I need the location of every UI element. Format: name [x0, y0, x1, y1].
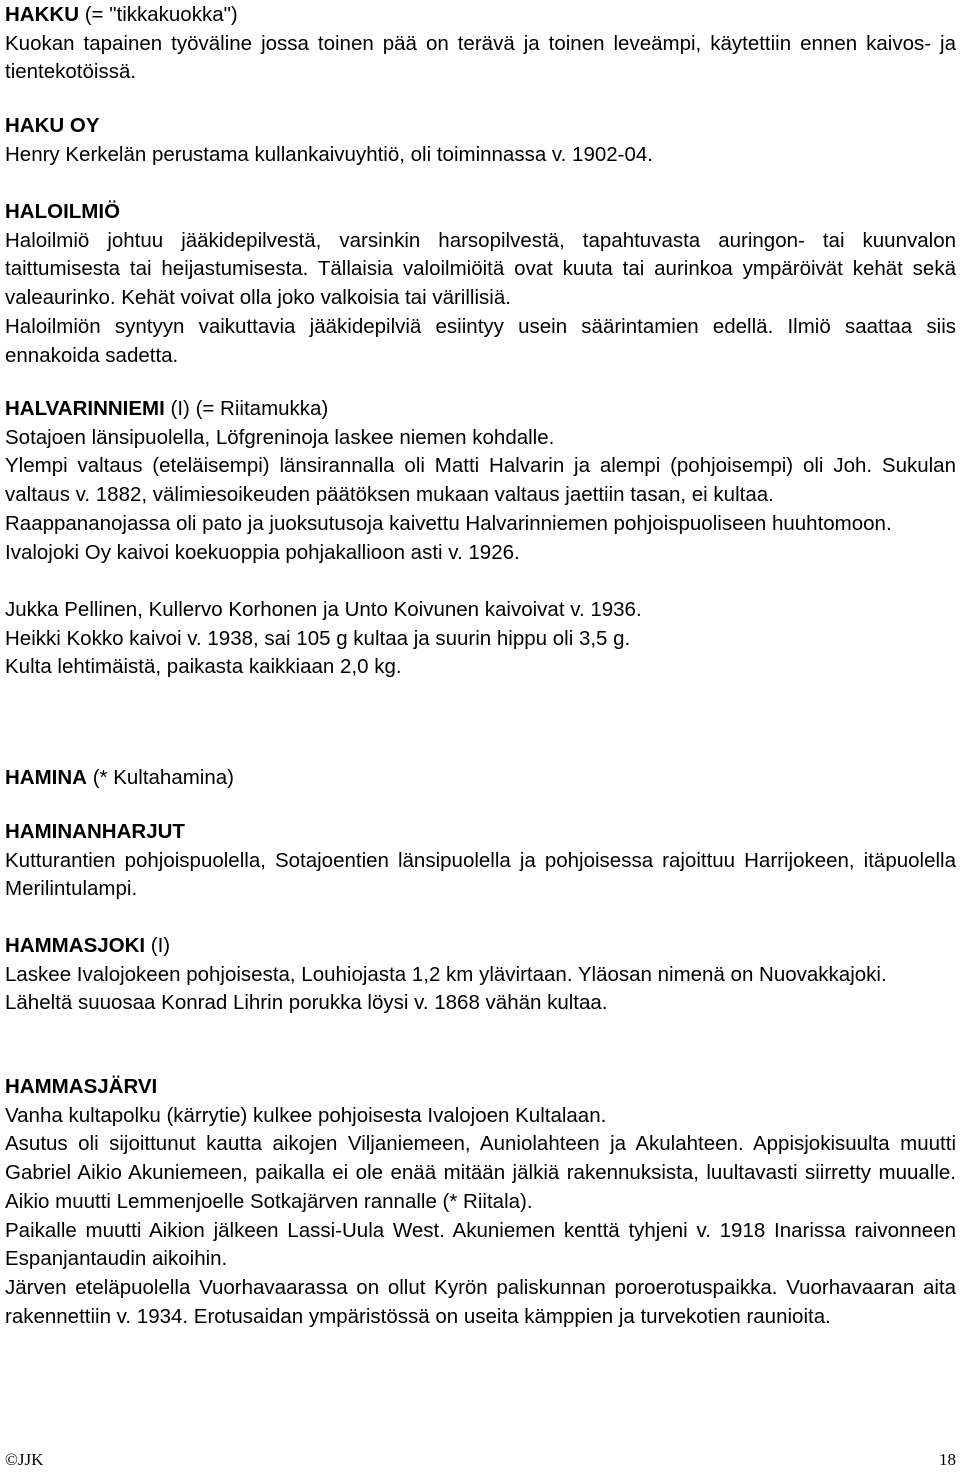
entry-hammasjarvi: [5, 1073, 956, 1331]
entry-title: HAKU OY: [5, 114, 100, 137]
entry-heading: [5, 1, 956, 30]
entry-title: HAMMASJOKI: [5, 934, 146, 957]
entry-paragraph: Kutturantien pohjoispuolella, Sotajoentien länsipuolella ja pohjoisessa rajoittuu Harrijokeen, itäpuolella Merilintulampi.: [5, 848, 956, 901]
paragraph-gap: [5, 567, 956, 596]
entry-haminanharjut: [5, 818, 956, 904]
entry-paragraph: Läheltä suuosaa Konrad Lihrin porukka löysi v. 1868 vähän kultaa.: [5, 991, 608, 1015]
entry-title: HALOILMIÖ: [5, 200, 121, 223]
copyright-text: ©JJK: [5, 1450, 44, 1469]
entry-paragraph: Laskee Ivalojokeen pohjoisesta, Louhiojasta 1,2 km ylävirtaan. Yläosan nimenä on Nuovakkajoki.: [5, 962, 887, 986]
entry-paragraph: Ivalojoki Oy kaivoi koekuoppia pohjakallioon asti v. 1926.: [5, 540, 520, 564]
entry-paragraph: Raappananojassa oli pato ja juoksutusoja kaivettu Halvarinniemen pohjoispuoliseen huuhtomoon.: [5, 511, 892, 535]
entry-title-suffix: (* Kultahamina): [87, 766, 234, 789]
page-number: 18: [939, 1450, 956, 1469]
entry-paragraph: Asutus oli sijoittunut kautta aikojen Viljaniemeen, Auniolahteen ja Akulahteen. Appisjokisuulta muutti Gabriel Aikio Akuniemeen, paikalla ei ole enää mitään jälkiä rakennuksista, luultavasti siirretty muualle. Aikio muutti Lemmenjoelle Sotkajärven rannalle (* Riitala).: [5, 1132, 956, 1213]
entry-heading: [5, 764, 956, 793]
entry-title: HAMINA: [5, 766, 87, 789]
entry-hammasjoki: [5, 932, 956, 1018]
entry-title: HALVARINNIEMI: [5, 397, 165, 420]
entry-title: HAMINANHARJUT: [5, 820, 185, 843]
entry-paragraph: Järven eteläpuolella Vuorhavaarassa on ollut Kyrön paliskunnan poroerotuspaikka. Vuorhavaaran aita rakennettiin v. 1934. Erotusaidan ympäristössä on useita kämppien ja turvekotien raunioita.: [5, 1275, 956, 1328]
entry-paragraph: Haloilmiön syntyyn vaikuttavia jääkidepilviä esiintyy usein säärintamien edellä. Ilmiö saattaa siis ennakoida sadetta.: [5, 314, 956, 367]
entry-paragraph: Ylempi valtaus (eteläisempi) länsirannalla oli Matti Halvarin ja alempi (pohjoisempi) oli Joh. Sukulan valtaus v. 1882, välimiesoikeuden päätöksen mukaan valtaus jaettiin tasan, ei kultaa.: [5, 454, 956, 507]
entry-heading: [5, 198, 956, 227]
entry-title: HAMMASJÄRVI: [5, 1075, 158, 1098]
entry-paragraph: Paikalle muutti Aikion jälkeen Lassi-Uula West. Akuniemen kenttä tyhjeni v. 1918 Inarissa raivonneen Espanjantaudin aikoihin.: [5, 1218, 956, 1271]
entry-paragraph: Sotajoen länsipuolella, Löfgreninoja laskee niemen kohdalle.: [5, 425, 555, 449]
entry-haku-oy: [5, 112, 956, 169]
entry-paragraph: Henry Kerkelän perustama kullankaivuyhtiö, oli toiminnassa v. 1902-04.: [5, 142, 653, 166]
entry-heading: [5, 932, 956, 961]
entry-heading: [5, 818, 956, 847]
entry-paragraph: Heikki Kokko kaivoi v. 1938, sai 105 g kultaa ja suurin hippu oli 3,5 g.: [5, 626, 631, 650]
entry-haloilmio: [5, 198, 956, 370]
entry-title-suffix: (I) (= Riitamukka): [164, 397, 329, 420]
entry-halvarinniemi: [5, 395, 956, 682]
entry-paragraph: Kuokan tapainen työväline jossa toinen pää on terävä ja toinen leveämpi, käytettiin ennen kaivos- ja tientekotöissä.: [5, 31, 956, 84]
entry-hamina: [5, 764, 956, 793]
entry-heading: [5, 395, 956, 424]
entry-heading: [5, 112, 956, 141]
entry-title-suffix: (= "tikkakuokka"): [79, 3, 238, 26]
entry-paragraph: Kulta lehtimäistä, paikasta kaikkiaan 2,0 kg.: [5, 655, 402, 679]
entry-title-suffix: (I): [145, 934, 171, 957]
page-footer: [5, 1448, 956, 1472]
entry-hakku: [5, 1, 956, 87]
entry-heading: [5, 1073, 956, 1102]
entry-title: HAKKU: [5, 3, 80, 26]
entry-paragraph: Jukka Pellinen, Kullervo Korhonen ja Unto Koivunen kaivoivat v. 1936.: [5, 597, 642, 621]
entry-paragraph: Vanha kultapolku (kärrytie) kulkee pohjoisesta Ivalojoen Kultalaan.: [5, 1103, 607, 1127]
entry-paragraph: Haloilmiö johtuu jääkidepilvestä, varsinkin harsopilvestä, tapahtuvasta auringon- tai kuunvalon taittumisesta tai heijastumisesta. Tällaisia valoilmiöitä ovat kuuta tai aurinkoa ympäröivät kehät sekä valeaurinko. Kehät voivat olla joko valkoisia tai värillisiä.: [5, 228, 956, 310]
